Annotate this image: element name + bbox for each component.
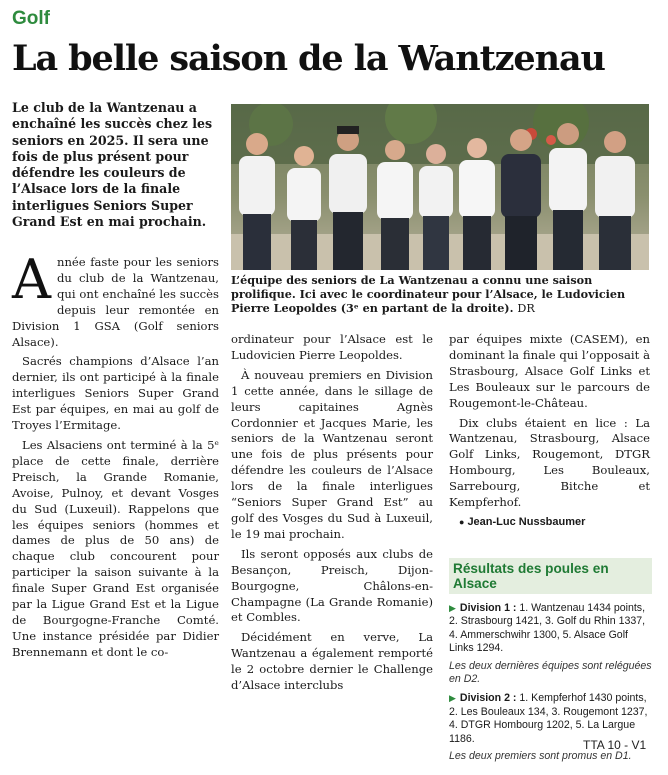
division-2-text: 1. Kempferhof 1430 points, 2. Les Bouleaux 134, 3. Rougemont 1237, 4. DTGR Hombourg 1202, 5. La Largue 1186. (449, 692, 648, 745)
photo-credit: DR (517, 302, 535, 316)
division-1-results (449, 602, 652, 656)
article-paragraph-9: Dix clubs étaient en lice : La Wantzenau, Strasbourg, Alsace Golf Links, Rougemont, DTGR Hombourg, Les Bouleaux, Sarrebourg, Bitche et Kempferhof. (449, 415, 650, 510)
division-1-label: Division 1 : (459, 602, 517, 614)
arrow-right-icon: ▶ (449, 603, 456, 613)
article-paragraph-4: ordinateur pour l’Alsace est le Ludovicien Pierre Leopoldes. (231, 332, 433, 362)
division-2-label: Division 2 : (459, 692, 517, 705)
drop-cap: A (12, 248, 51, 311)
caption-text: L’équipe des seniors de La Wantzenau a connu une saison prolifique. Ici avec le coordinateur pour l’Alsace, le Ludovicien Pierre Leopoldes (3ᵉ en partant de la droite). (231, 273, 626, 316)
team-photo-illustration (231, 104, 649, 270)
division-1-text: 1. Wantzenau 1434 points, 2. Strasbourg 1421, 3. Golf du Rhin 1337, 4. Ammerschwihr 1300, 5. Alsace Golf Links 1294. (449, 602, 646, 655)
article-paragraph-3: Les Alsaciens ont terminé à la 5ᵉ place de cette finale, derrière Preisch, la Grande Romanie, Avoise, Pulnoy, et devant Vosges du Sud (Luxeuil). Rappelons que les équipes seniors (hommes et dames de plus de 50 ans) de chaque club concourent pour participer la saison suivante à la finale Super Grand Est organisée par la Ligue Grand Est et la Ligue de Bourgogne-Franche Comté. Une instance présidée par Didier Brennemann et dont le co- (12, 437, 219, 659)
article-paragraph-7: Décidément en verve, La Wantzenau a également remporté le 2 octobre dernier le Challenge d’Alsace interclubs (231, 630, 433, 693)
article-paragraph-2: Sacrés champions d’Alsace l’an dernier, ils ont participé à la finale interligues Seniors Super Grand Est par équipes, en mai au golf de Troyes l’Ermitage. (12, 354, 219, 433)
article-paragraph-1-text: nnée faste pour les seniors du club de la Wantzenau, qui ont enchaîné les succès depuis leur remontée en Division 1 GSA (Golf seniors Alsace). (12, 255, 219, 349)
article-column-1 (12, 248, 219, 665)
headline: La belle saison de la Wantzenau (12, 38, 605, 79)
division-2-note: Les deux premiers sont promus en D1. (449, 750, 632, 763)
team-photo (231, 104, 649, 270)
bullet-icon: ● (459, 516, 465, 527)
arrow-right-icon: ▶ (449, 693, 456, 704)
photo-caption (231, 273, 651, 317)
article-paragraph-1 (12, 248, 219, 350)
author-name: Jean-Luc Nussbaumer (467, 515, 586, 528)
page-footer: TTA 10 - V1 (583, 738, 647, 752)
division-1-note: Les deux dernières équipes sont reléguées en D2. (449, 659, 652, 686)
article-column-3 (449, 332, 650, 535)
results-title: Résultats des poules en Alsace (449, 558, 652, 594)
article-paragraph-5: À nouveau premiers en Division 1 cette année, dans le sillage de leurs capitaines Agnès Cordonnier et Jacques Marie, les seniors de la Wantzenau seront une fois de plus présents pour défendre les couleurs de l’Alsace lors de la finale interligues “Seniors Super Grand Est” au golf des Vosges du Sud à Luxeuil, le 19 mai prochain. (231, 367, 433, 541)
lead-paragraph: Le club de la Wantzenau a enchaîné les succès chez les seniors en 2025. Il sera une fois de plus présent pour défendre les couleurs de l’Alsace lors de la finale interligues Seniors Super Grand Est en mai prochain. (12, 100, 213, 230)
article-column-2 (231, 332, 433, 698)
section-rubric: Golf (12, 8, 50, 29)
article-paragraph-8: par équipes mixte (CASEM), en dominant la finale qui l’opposait à Strasbourg, Alsace Golf Links et Les Bouleaux sur le parcours de Rougemont-le-Château. (449, 332, 650, 410)
article-paragraph-6: Ils seront opposés aux clubs de Besançon, Preisch, Dijon-Bourgogne, Châlons-en-Champagne (La Grande Romanie) et Combles. (231, 546, 433, 625)
author-byline (449, 515, 650, 531)
